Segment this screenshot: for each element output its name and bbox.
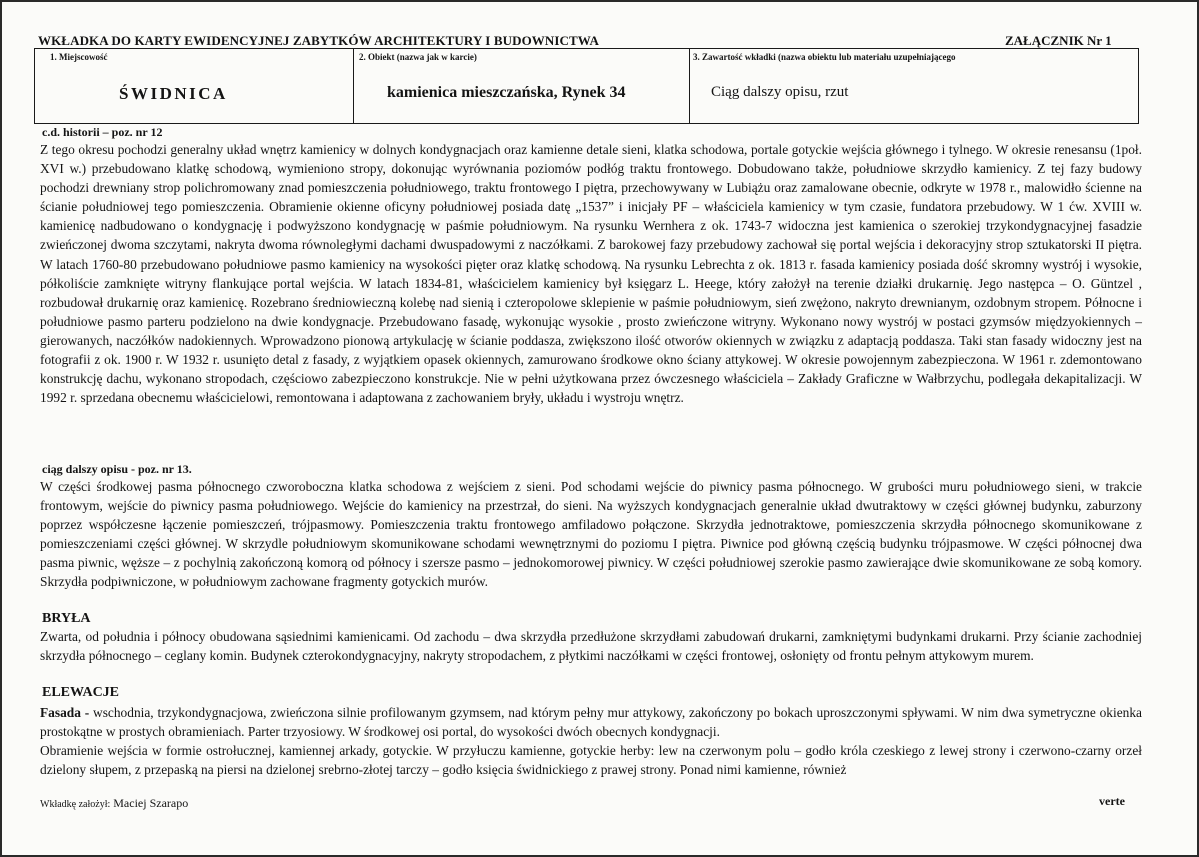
locality-label: 1. Miejscowość (50, 52, 108, 62)
object-cell (354, 49, 690, 123)
elewacje-paragraph (40, 703, 1142, 779)
description-paragraph (40, 477, 1142, 592)
fasada-paragraph (40, 703, 1142, 741)
fasada-text: wschodnia, trzykondygnacjowa, zwieńczona silnie profilowanym gzymsem, nad którym pełny mur attykowy, zakończony po bokach uproszczonymi spływami. W nim dwa symetryczne okienka prostokątne w prostych obramieniach. Parter trzyosiowy. W środkowej osi portal, do wysokości dwóch obecnych kondygnacji. (40, 705, 1143, 740)
bryla-text: Zwarta, od południa i północy obudowana sąsiednimi kamienicami. Od zachodu – dwa skrzydła przedłużone skrzydłami zabudowań drukarni, zamkniętymi budynkami drukarni. Przy ścianie zachodniej skrzydła północnego – ceglany komin. Budynek czterokondygnacyjny, nakryty stropodachem, z płytkimi naczółkami w części frontowej, osłonięty od frontu pełnym attykowym murem. (40, 629, 1142, 664)
contents-label: 3. Zawartość wkładki (nazwa obiektu lub materiału uzupełniającego (693, 52, 956, 62)
description-heading: ciąg dalszy opisu - poz. nr 13. (42, 462, 192, 476)
contents-cell (690, 49, 1138, 123)
description-text: W części środkowej pasma północnego czworoboczna klatka schodowa z wejściem z sieni. Pod schodami wejście do piwnicy pasma północnego. W grubości muru południowego sieni, w trakcie frontowym, wejście do piwnicy pasma południowego. Wejście do kamienicy na przestrzał, do sieni. Na wyższych kondygnacjach generalnie układ dwutraktowy w części głównej budynku, zaburzony poprzez współczesne łączenie pomieszczeń, trójpasmowy. Pomieszczenia traktu frontowego amfiladowo połączone. Skrzydła jednotraktowe, pomieszczenia skrzydła północnego skomunikowane z pomieszczeniami części głównej. W skrzydle południowym skomunikowane schodami wewnętrznymi do poziomu I piętra. Piwnice pod główną częścią budynku trójpasmowe. W części północnej dwa pasma piwnic, węższe – z pochylnią zakończoną komorą od północy i szersze pasmo – jednokomorowej piwnicy. W części południowej szerokie pasmo zawierające dwie skomunikowane ze sobą komory. Skrzydła podpiwniczone, w południowym zachowane fragmenty gotyckich murów. (40, 479, 1142, 590)
object-value: kamienica mieszczańska, Rynek 34 (387, 84, 626, 101)
history-heading: c.d. historii – poz. nr 12 (42, 125, 163, 139)
author-name: Maciej Szarapo (110, 796, 189, 810)
object-label: 2. Obiekt (nazwa jak w karcie) (359, 52, 477, 62)
elewacje-heading: ELEWACJE (42, 685, 120, 700)
locality-cell (35, 49, 354, 123)
document-title: WKŁADKA DO KARTY EWIDENCYJNEJ ZABYTKÓW ARCHITEKTURY I BUDOWNICTWA (38, 33, 599, 48)
author-line (40, 796, 188, 811)
header-table (34, 48, 1139, 124)
contents-value: Ciąg dalszy opisu, rzut (711, 84, 849, 100)
author-label: Wkładkę założył: (40, 799, 111, 810)
portal-text: Obramienie wejścia w formie ostrołucznej, kamiennej arkady, gotyckie. W przyłuczu kamienne, gotyckie herby: lew na czerwonym polu – godło króla czeskiego z lewej strony i czerwono-czarny orzeł dzielony słupem, z przepaską na piersi na dzielonej srebrno-złotej tarczy – godło księcia świdnickiego z prawej strony. Ponad nimi kamienne, również (40, 743, 1142, 778)
history-paragraph (40, 140, 1142, 407)
attachment-number: ZAŁĄCZNIK Nr 1 (1005, 33, 1112, 48)
history-text: Z tego okresu pochodzi generalny układ wnętrz kamienicy w dolnych kondygnacjach oraz kamienne detale sieni, klatka schodowa, portale gotyckie wejścia głównego i tylnego. W okresie renesansu (1poł. XVI w.) przebudowano klatkę schodową, wymieniono stropy, dokonując wyrównania poziomów podłóg traktu frontowego. Dobudowano także, południowe skrzydło kamienicy. Z tej fazy budowy pochodzi drewniany strop polichromowany znad pomieszczenia południowego, traktu frontowego I piętra, przechowywany w Lubiążu oraz zamalowane obecnie, odkryte w 1978 r., malowidło ścienne na ścianie południowej tego pomieszczenia. Obramienie okienne oficyny południowej posiada datę „1537” i inicjały PF – właściciela kamienicy w tym czasie, fundatora przebudowy. W 1 ćw. XVIII w. kamienicę nadbudowano o kondygnację i podwyższono kondygnację w paśmie południowym. Na rysunku Wernhera z ok. 1743-7 widoczna jest kamienica o szerokiej trzykondygnacyjnej fasadzie zwieńczonej dwoma szczytami, nakryta dwoma równoległymi dachami dwuspadowymi z naczółkami. Z barokowej fazy przebudowy zachował się portal wejścia i dekoracyjny strop sztukatorski II piętra. W latach 1760-80 przebudowano południowe pasmo kamienicy na wysokości pięter oraz klatkę schodową. Na rysunku Lebrechta z ok. 1813 r. fasada kamienicy posiada dość skromny wystrój i wysokie, półkoliście zamknięte witryny flankujące portal wejścia. W latach 1834-81, właścicielem kamienicy był księgarz L. Heege, który założył na terenie działki drukarnię. Jego następca – O. Güntzel , rozbudował drukarnię oraz kamienicę. Rozebrano średniowieczną kolebę nad sienią i czteropolowe sklepienie w paśmie południowym, sień zwężono, nakryto drewnianym, ozdobnym stropem. Północne i południowe pasmo parteru podzielono na dwie kondygnacje. Przebudowano fasadę, wykonując wysokie , prosto zwieńczone witryny. Wykonano nowy wystrój w postaci gzymsów międzyokiennych – gierowanych, naczółków nadokiennych. Wprowadzono pionową artykulację w ścianie poddasza, zwiększono ilość otworów okiennych w związku z adaptacją poddasza. Taki stan fasady widoczny jest na fotografii z ok. 1900 r. W 1932 r. usunięto detal z fasady, z wyjątkiem opasek okiennych, zamurowano środkowe okno ściany attykowej. W okresie powojennym zabezpieczona. W 1961 r. zdemontowano konstrukcję dachu, wykonano stropodach, częściowo zabezpieczono konstrukcje. Nie w pełni użytkowana przez ówczesnego właściciela – Zakłady Graficzne w Wałbrzychu, podlegała dekapitalizacji. W 1992 r. sprzedana obecnemu właścicielowi, remontowana i adaptowana z zachowaniem bryły, układu i wystroju wnętrz. (40, 142, 1142, 406)
locality-value: ŚWIDNICA (119, 84, 228, 103)
verte-note: verte (1099, 794, 1125, 808)
bryla-heading: BRYŁA (42, 611, 91, 626)
fasada-label: Fasada - (40, 705, 90, 720)
bryla-paragraph (40, 627, 1142, 665)
